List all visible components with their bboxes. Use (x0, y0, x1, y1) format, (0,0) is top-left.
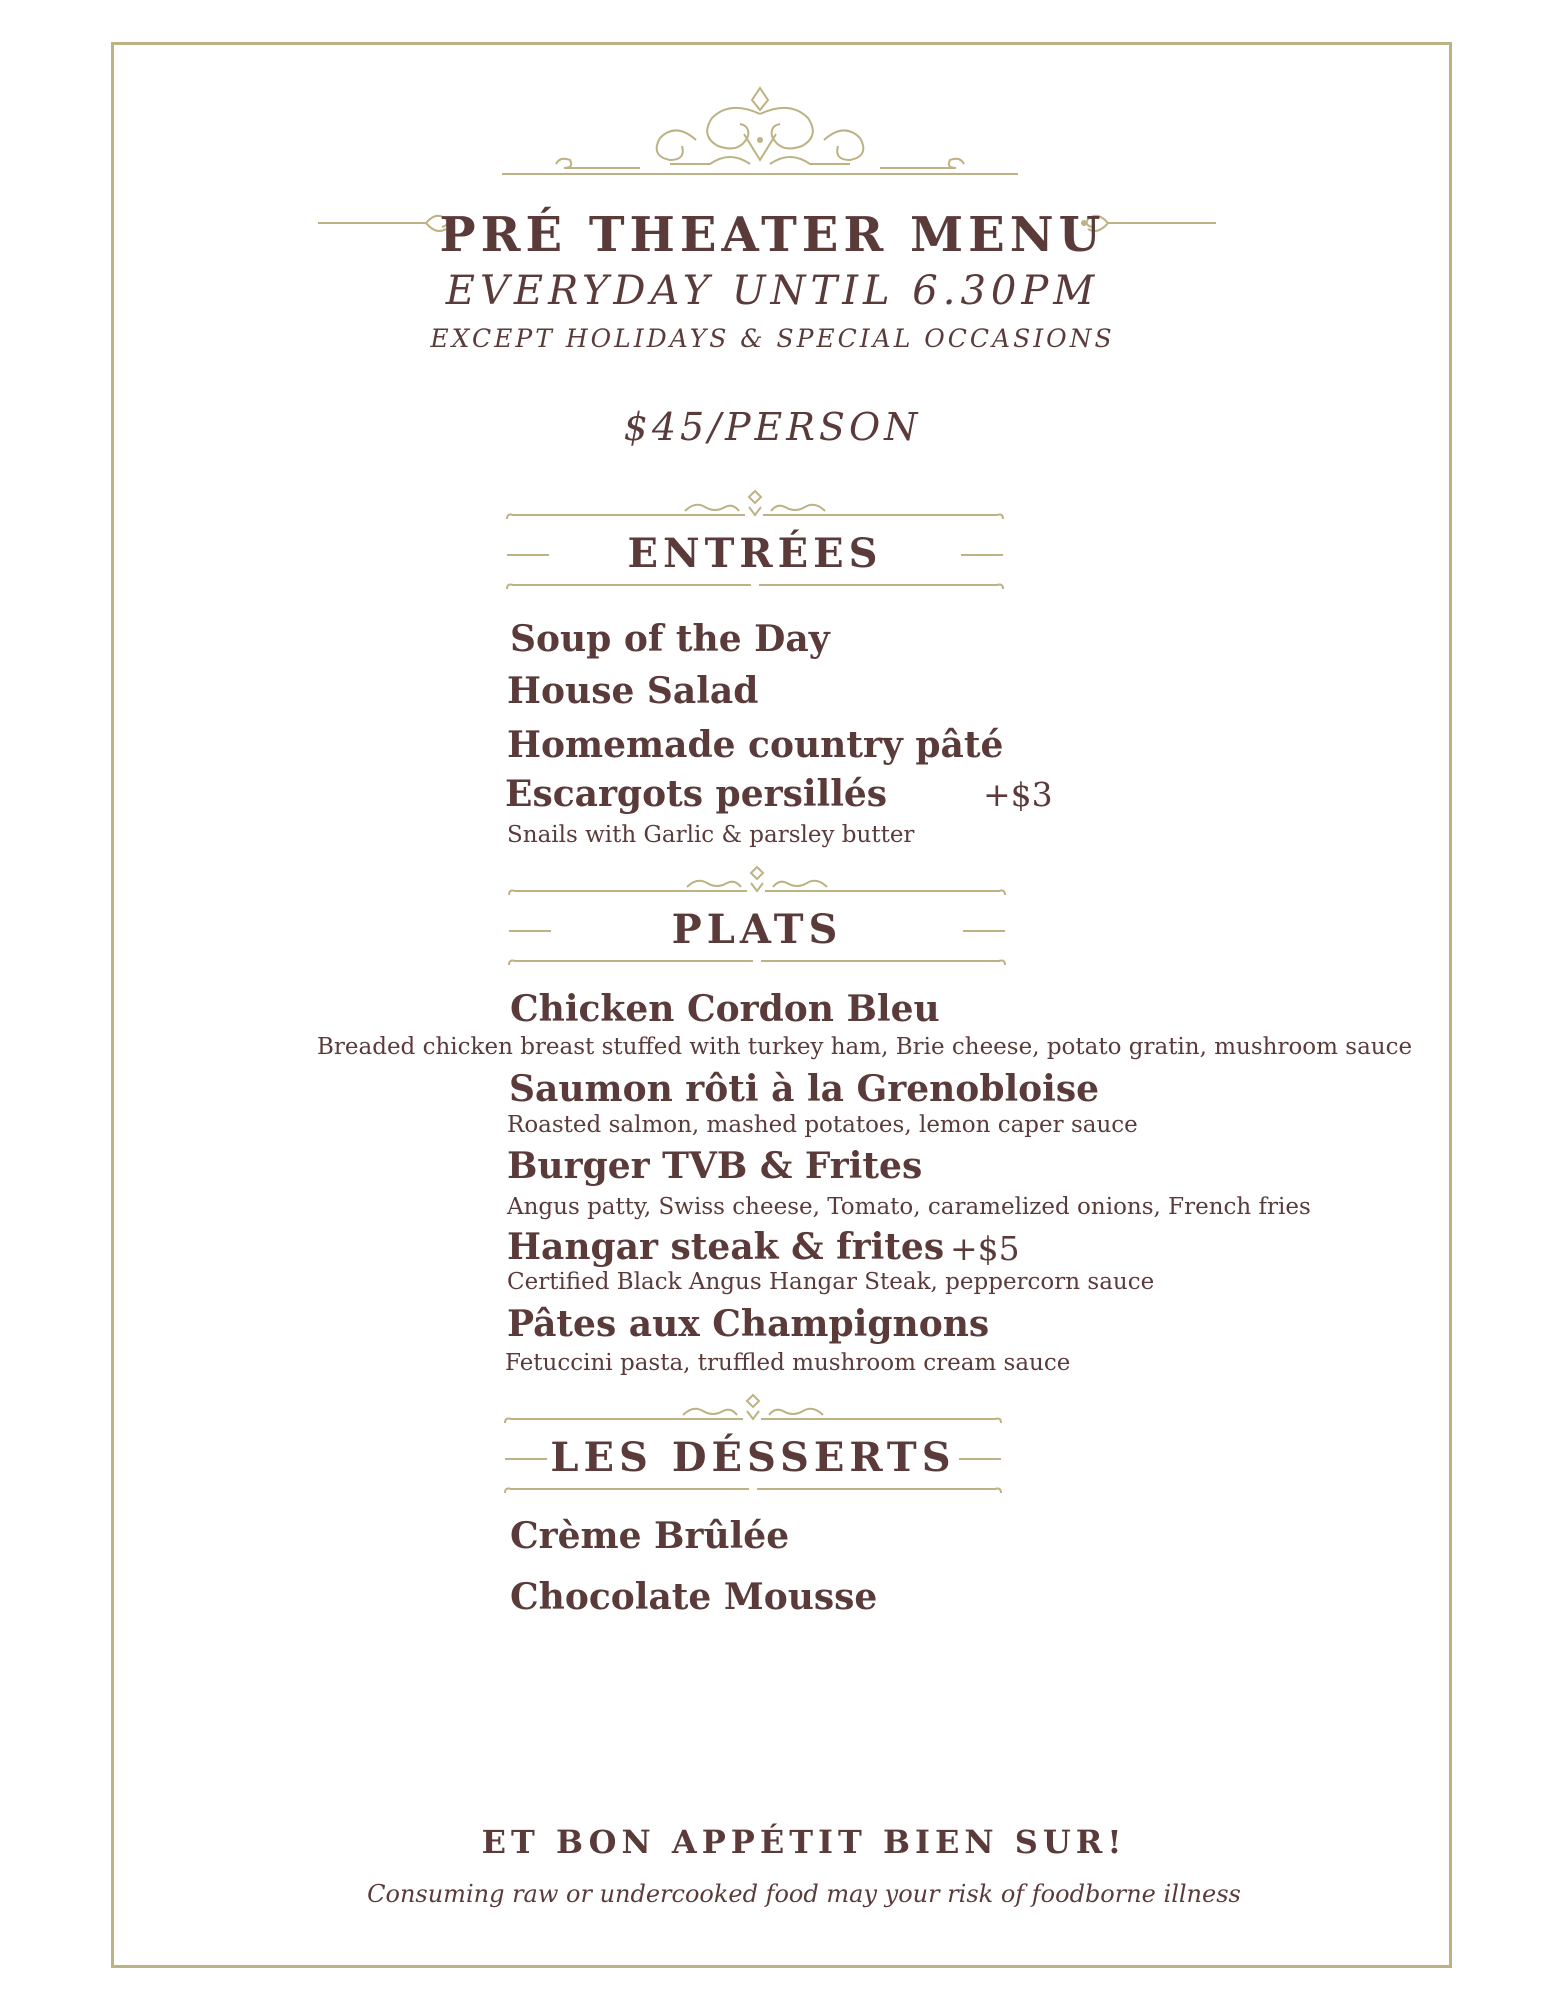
plat-item-name: Chicken Cordon Bleu (510, 988, 940, 1030)
plat-item-name: Saumon rôti à la Grenobloise (509, 1068, 1100, 1110)
plat-item-name: Hangar steak & frites (507, 1226, 945, 1268)
entree-item-name: Soup of the Day (510, 618, 830, 660)
entree-item-name: Homemade country pâté (507, 724, 1004, 766)
food-safety-disclaimer: Consuming raw or undercooked food may your risk of foodborne illness (367, 1880, 1241, 1908)
plat-item-description: Certified Black Angus Hangar Steak, peppercorn sauce (507, 1269, 1155, 1295)
dessert-item-name: Chocolate Mousse (510, 1576, 878, 1618)
plat-item-description: Breaded chicken breast stuffed with turkey ham, Brie cheese, potato gratin, mushroom sauce (317, 1034, 1413, 1060)
section-title-plats: PLATS (671, 906, 843, 953)
entree-item-surcharge: +$3 (983, 775, 1053, 814)
section-title-entrees: ENTRÉES (627, 530, 883, 577)
entree-item-name: House Salad (507, 670, 759, 712)
menu-price: $45/PERSON (623, 405, 922, 449)
section-title-desserts: LES DÉSSERTS (550, 1434, 956, 1481)
crest-ornament (500, 80, 1020, 180)
plat-item-description: Angus patty, Swiss cheese, Tomato, caramelized onions, French fries (507, 1194, 1311, 1220)
entree-item-name: Escargots persillés (505, 773, 888, 815)
plat-item-description: Fetuccini pasta, truffled mushroom cream sauce (505, 1350, 1071, 1376)
closing-message: ET BON APPÉTIT BIEN SUR! (481, 1823, 1127, 1861)
menu-title: PRÉ THEATER MENU (439, 207, 1106, 263)
menu-note: EXCEPT HOLIDAYS & SPECIAL OCCASIONS (430, 324, 1115, 353)
plat-item-name: Burger TVB & Frites (507, 1145, 923, 1187)
plat-item-surcharge: +$5 (950, 1229, 1020, 1268)
plat-item-name: Pâtes aux Champignons (507, 1303, 990, 1345)
entree-item-description: Snails with Garlic & parsley butter (507, 822, 915, 848)
dessert-item-name: Crème Brûlée (510, 1515, 790, 1557)
plat-item-description: Roasted salmon, mashed potatoes, lemon caper sauce (507, 1112, 1138, 1138)
menu-subtitle: EVERYDAY UNTIL 6.30PM (445, 268, 1100, 314)
